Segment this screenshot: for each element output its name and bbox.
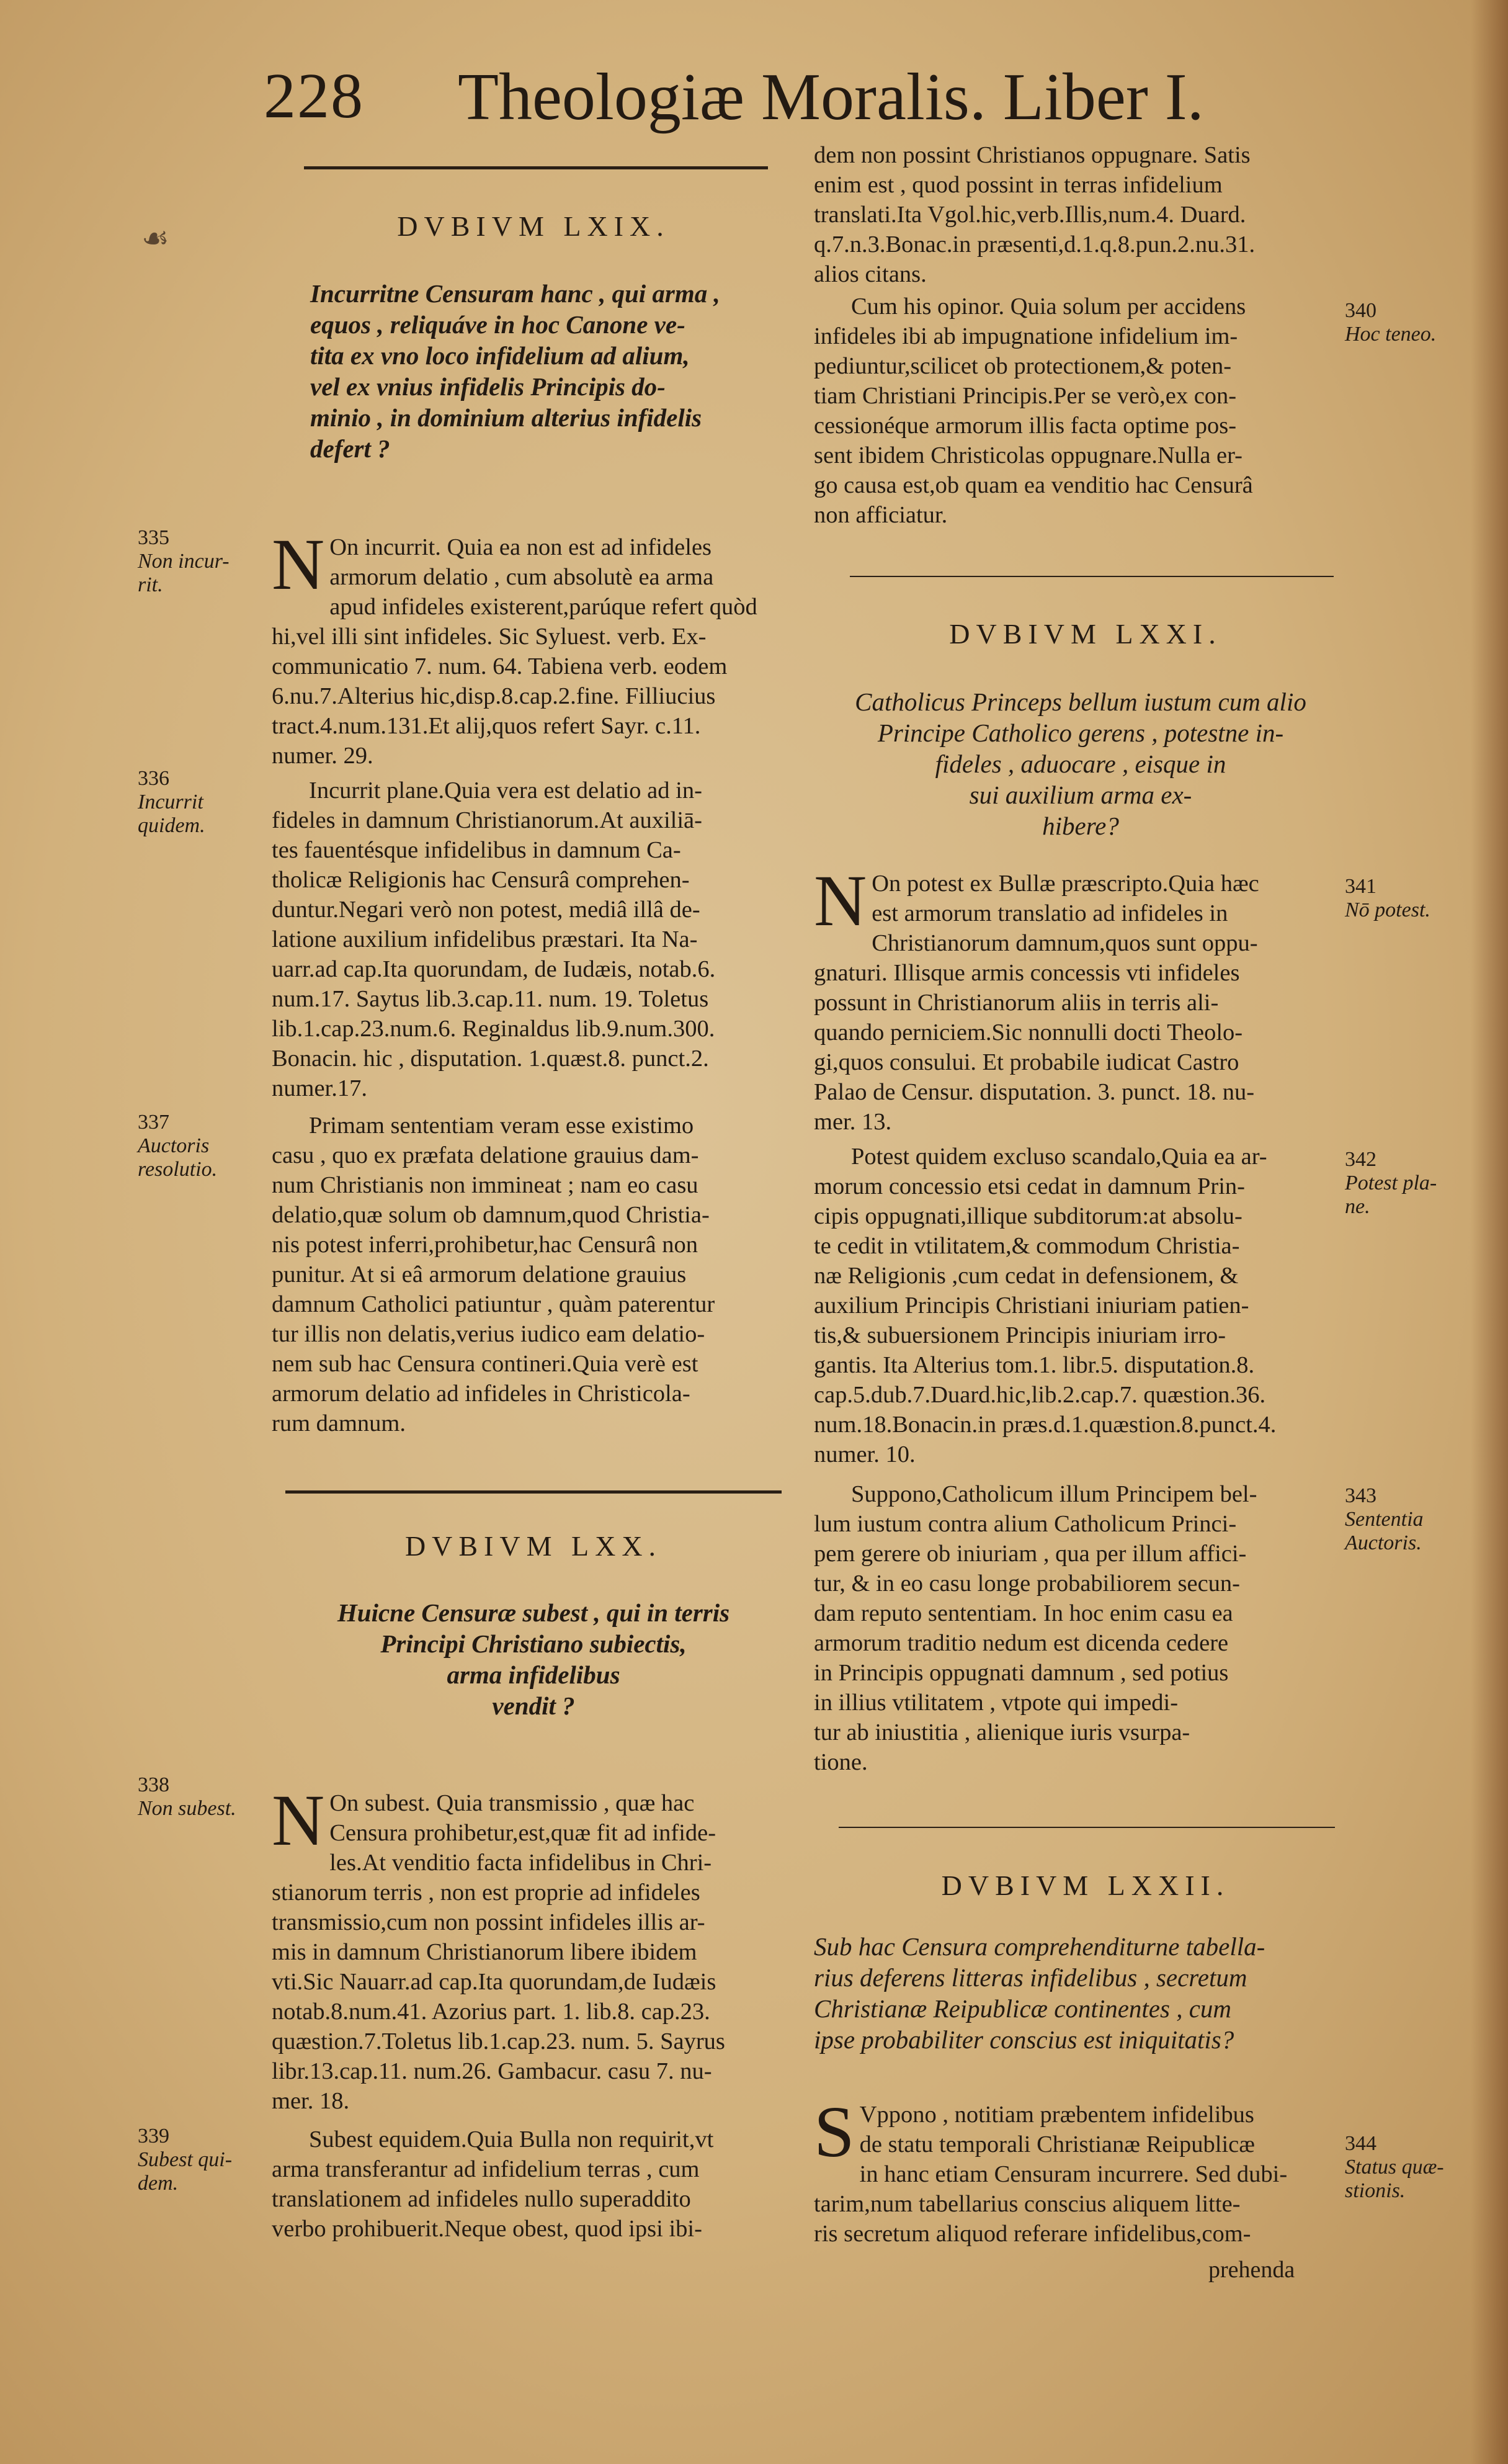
drop-cap: N — [814, 860, 867, 941]
text-line: On subest. Quia transmissio , quæ hac — [329, 1790, 695, 1816]
section-rule — [285, 1490, 782, 1494]
text-line: te cedit in vtilitatem,& commodum Christia- — [814, 1233, 1240, 1259]
text-line: cap.5.dub.7.Duard.hic,lib.2.cap.7. quæstion.36. — [814, 1382, 1266, 1408]
text-line: tur ab iniustitia , alienique iuris vsurpa- — [814, 1719, 1190, 1745]
margin-note-text: Potest pla- — [1345, 1172, 1437, 1194]
margin-note-340 — [1345, 299, 1436, 346]
margin-note-text: Subest qui- — [138, 2148, 233, 2171]
margin-note-number: 338 — [138, 1773, 169, 1796]
margin-note-number: 340 — [1345, 299, 1376, 322]
margin-note-text: resolutio. — [138, 1158, 218, 1181]
margin-note-text: Non subest. — [138, 1797, 236, 1820]
section-rule — [850, 576, 1334, 577]
text-line: nem sub hac Censura contineri.Quia verè est — [272, 1351, 698, 1377]
text-line: translati.Ita Vgol.hic,verb.Illis,num.4. Duard. — [814, 202, 1246, 228]
margin-note-341 — [1345, 875, 1430, 922]
text-line: apud infideles existerent,parúque refert quòd — [329, 594, 757, 620]
text-line: ris secretum aliquod referare infidelibus,com- — [814, 2221, 1251, 2247]
paragraph-339 — [272, 2125, 780, 2244]
text-line: num.18.Bonacin.in præs.d.1.quæstion.8.punct.4. — [814, 1412, 1277, 1438]
dubium-heading: DVBIVM LXXI. — [949, 618, 1222, 650]
margin-note-number: 339 — [138, 2125, 169, 2148]
text-line: de statu temporali Christianæ Reipublicæ — [859, 2131, 1255, 2157]
question-line: hibere? — [1042, 812, 1119, 840]
question-line: arma infidelibus — [447, 1660, 620, 1689]
margin-note-342 — [1345, 1148, 1437, 1219]
text-line: Bonacin. hic , disputation. 1.quæst.8. punct.2. — [272, 1046, 709, 1072]
text-line: Cum his opinor. Quia solum per accidens — [851, 293, 1246, 320]
text-line: tione. — [814, 1749, 868, 1775]
question-line: Principi Christiano subiectis, — [380, 1629, 687, 1658]
text-line: alios citans. — [814, 261, 927, 287]
margin-note-number: 343 — [1345, 1484, 1376, 1507]
margin-note-338 — [138, 1773, 236, 1821]
text-line: morum concessio etsi cedat in damnum Prin- — [814, 1173, 1245, 1199]
text-line: rum damnum. — [272, 1410, 406, 1436]
margin-note-336 — [138, 767, 205, 838]
margin-note-text: stionis. — [1345, 2179, 1406, 2202]
drop-cap: N — [272, 1780, 325, 1861]
margin-note-text: rit. — [138, 573, 163, 596]
question-line: Huicne Censuræ subest , qui in terris — [337, 1598, 730, 1627]
text-line: libr.13.cap.11. num.26. Gambacur. casu 7. nu- — [272, 2058, 712, 2084]
margin-note-text: Nō potest. — [1345, 898, 1430, 921]
question-line: Principe Catholico gerens , potestne in- — [877, 719, 1284, 747]
text-line: num Christianis non immineat ; nam eo casu — [272, 1172, 698, 1198]
text-line: in illius vtilitatem , vtpote qui impedi- — [814, 1690, 1179, 1716]
text-line: mer. 13. — [814, 1109, 892, 1135]
text-line: Christianorum damnum,quos sunt oppu- — [872, 930, 1258, 956]
text-line: 6.nu.7.Alterius hic,disp.8.cap.2.fine. Filliucius — [272, 683, 716, 709]
margin-note-text: Auctoris. — [1345, 1531, 1422, 1554]
drop-cap: N — [272, 524, 325, 605]
text-line: auxilium Principis Christiani iniuriam patien- — [814, 1292, 1249, 1319]
text-line: næ Religionis ,cum cedat in defensionem, & — [814, 1263, 1239, 1289]
paragraph-341 — [814, 860, 1335, 1137]
text-line: tholicæ Religionis hac Censurâ comprehen- — [272, 867, 690, 893]
text-line: numer. 29. — [272, 743, 373, 769]
dubium-question — [814, 1931, 1347, 2055]
question-line: equos , reliquáve in hoc Canone ve- — [310, 310, 685, 339]
text-line: verbo prohibuerit.Neque obest, quod ipsi ibi- — [272, 2216, 702, 2242]
paragraph-340 — [814, 292, 1335, 530]
paragraph-continuation — [814, 140, 1335, 289]
text-line: dem non possint Christianos oppugnare. Satis — [814, 142, 1251, 168]
text-line: est armorum translatio ad infideles in — [872, 900, 1228, 926]
text-line: Palao de Censur. disputation. 3. punct. 18. nu- — [814, 1079, 1255, 1105]
question-line: defert ? — [310, 434, 390, 463]
text-line: armorum delatio ad infideles in Christicola- — [272, 1381, 690, 1407]
text-line: numer.17. — [272, 1075, 367, 1101]
margin-note-number: 342 — [1345, 1148, 1376, 1171]
dubium-heading: DVBIVM LXIX. — [397, 210, 670, 242]
text-line: gi,quos consului. Et probabile iudicat Castro — [814, 1049, 1239, 1075]
text-line: delatio,quæ solum ob damnum,quod Christia- — [272, 1202, 710, 1228]
drop-cap: S — [814, 2091, 855, 2172]
text-line: On incurrit. Quia ea non est ad infideles — [329, 534, 712, 560]
text-line: gantis. Ita Alterius tom.1. libr.5. disputation.8. — [814, 1352, 1255, 1378]
text-line: num.17. Saytus lib.3.cap.11. num. 19. Toletus — [272, 986, 709, 1012]
text-line: notab.8.num.41. Azorius part. 1. lib.8. cap.23. — [272, 1999, 710, 2025]
margin-note-number: 336 — [138, 767, 169, 790]
text-line: latione auxilium infidelibus præstari. Ita Na- — [272, 926, 698, 952]
question-line: minio , in dominium alterius infidelis — [310, 403, 702, 432]
text-line: infideles ibi ab impugnatione infidelium im- — [814, 323, 1238, 349]
text-line: arma transferantur ad infidelium terras , cum — [272, 2156, 700, 2182]
text-line: quæstion.7.Toletus lib.1.cap.23. num. 5. Sayrus — [272, 2028, 725, 2054]
printer-ornament: ☙ — [141, 221, 169, 256]
margin-note-number: 344 — [1345, 2132, 1376, 2155]
section-rule — [839, 1827, 1335, 1828]
text-line: Potest quidem excluso scandalo,Quia ea ar- — [851, 1144, 1267, 1170]
paragraph-344 — [814, 2091, 1335, 2249]
text-line: go causa est,ob quam ea venditio hac Censurâ — [814, 472, 1253, 498]
text-line: tur, & in eo casu longe probabiliorem secun- — [814, 1570, 1240, 1597]
dubium-question — [273, 1597, 794, 1721]
text-line: numer. 10. — [814, 1441, 916, 1467]
paragraph-336 — [272, 776, 780, 1103]
text-line: q.7.n.3.Bonac.in præsenti,d.1.q.8.pun.2.nu.31. — [814, 231, 1256, 258]
text-line: Subest equidem.Quia Bulla non requirit,vt — [309, 2126, 714, 2153]
text-line: stianorum terris , non est proprie ad infideles — [272, 1879, 700, 1906]
paragraph-343 — [814, 1479, 1335, 1777]
text-line: non afficiatur. — [814, 502, 948, 528]
text-line: in Principis oppugnati damnum , sed potius — [814, 1660, 1229, 1686]
margin-note-344 — [1345, 2132, 1444, 2203]
text-line: Incurrit plane.Quia vera est delatio ad in- — [309, 777, 702, 804]
text-line: punitur. At si eâ armorum delatione grauius — [272, 1261, 687, 1288]
margin-note-text: dem. — [138, 2172, 179, 2195]
text-line: tarim,num tabellarius conscius aliquem litte- — [814, 2191, 1241, 2217]
margin-note-number: 337 — [138, 1111, 169, 1134]
paragraph-338 — [272, 1780, 780, 2116]
text-line: communicatio 7. num. 64. Tabiena verb. eodem — [272, 653, 728, 679]
text-line: translationem ad infideles nullo superaddito — [272, 2186, 691, 2212]
margin-note-337 — [138, 1111, 217, 1181]
text-line: Censura prohibetur,est,quæ fit ad infide- — [329, 1820, 716, 1846]
dubium-question — [310, 278, 782, 464]
text-line: in hanc etiam Censuram incurrere. Sed dubi- — [859, 2161, 1288, 2187]
margin-note-text: ne. — [1345, 1195, 1370, 1218]
text-line: casu , quo ex præfata delatione grauius dam- — [272, 1142, 699, 1168]
text-line: duntur.Negari verò non potest, mediâ illâ de- — [272, 897, 700, 923]
margin-note-text: Auctoris — [138, 1134, 210, 1157]
margin-note-text: Sententia — [1345, 1508, 1424, 1531]
question-line: Christianæ Reipublicæ continentes , cum — [814, 1994, 1232, 2023]
margin-note-number: 335 — [138, 526, 169, 549]
margin-note-339 — [138, 2125, 232, 2195]
question-line: tita ex vno loco infidelium ad alium, — [310, 341, 690, 370]
text-line: armorum traditio nedum est dicenda cedere — [814, 1630, 1229, 1656]
text-line: armorum delatio , cum absolutè ea arma — [329, 564, 714, 590]
page-number: 228 — [264, 60, 364, 132]
dubium-question — [814, 686, 1347, 841]
text-line: damnum Catholici patiuntur , quàm paterentur — [272, 1291, 715, 1317]
dubium-heading: DVBIVM LXX. — [404, 1530, 663, 1562]
text-line: Vppono , notitiam præbentem infidelibus — [859, 2102, 1254, 2128]
dubium-heading: DVBIVM LXXII. — [941, 1870, 1230, 1901]
text-line: possunt in Christianorum aliis in terris ali- — [814, 990, 1219, 1016]
question-line: rius deferens litteras infidelibus , secretum — [814, 1963, 1247, 1992]
margin-note-text: quidem. — [138, 814, 205, 837]
paragraph-335 — [272, 524, 780, 771]
text-line: enim est , quod possint in terras infidelium — [814, 172, 1223, 198]
text-line: tur illis non delatis,verius iudico eam delatio- — [272, 1321, 705, 1347]
paragraph-342 — [814, 1142, 1335, 1469]
margin-note-number: 341 — [1345, 875, 1376, 898]
text-line: transmissio,cum non possint infideles illis ar- — [272, 1909, 705, 1935]
question-line: ipse probabiliter conscius est iniquitatis? — [814, 2025, 1234, 2054]
text-line: tract.4.num.131.Et alij,quos refert Sayr. c.11. — [272, 713, 701, 739]
margin-note-text: Hoc teneo. — [1345, 323, 1437, 346]
text-line: hi,vel illi sint infideles. Sic Syluest. verb. Ex- — [272, 624, 707, 650]
text-line: cessionéque armorum illis facta optime pos- — [814, 413, 1237, 439]
text-line: On potest ex Bullæ præscripto.Quia hæc — [872, 871, 1259, 897]
margin-note-335 — [138, 526, 230, 597]
text-line: les.At venditio facta infidelibus in Chri- — [329, 1850, 712, 1876]
text-line: fideles in damnum Christianorum.At auxiliā- — [272, 807, 702, 833]
text-line: gnaturi. Illisque armis concessis vti infideles — [814, 960, 1240, 986]
margin-note-text: Non incur- — [138, 550, 230, 573]
section-rule — [304, 166, 768, 169]
text-line: lum iustum contra alium Catholicum Princi- — [814, 1511, 1237, 1537]
catchword: prehenda — [1208, 2257, 1295, 2283]
question-line: vendit ? — [492, 1691, 575, 1720]
question-line: Catholicus Princeps bellum iustum cum alio — [855, 688, 1306, 716]
margin-note-text: Incurrit — [138, 791, 203, 813]
text-line: mer. 18. — [272, 2088, 350, 2114]
text-line: mis in damnum Christianorum libere ibidem — [272, 1939, 697, 1965]
text-line: dam reputo sententiam. In hoc enim casu ea — [814, 1600, 1233, 1626]
text-line: pediuntur,scilicet ob protectionem,& poten- — [814, 353, 1232, 379]
question-line: Sub hac Censura comprehenditurne tabella- — [814, 1932, 1265, 1961]
text-line: pem gerere ob iniuriam , qua per illum affici- — [814, 1541, 1247, 1567]
text-line: tiam Christiani Principis.Per se verò,ex con- — [814, 383, 1237, 409]
text-line: tis,& subuersionem Principis iniuriam irro- — [814, 1322, 1226, 1348]
text-line: quando perniciem.Sic nonnulli docti Theolo- — [814, 1019, 1243, 1046]
question-line: sui auxilium arma ex- — [969, 781, 1192, 809]
text-line: sent ibidem Christicolas oppugnare.Nulla er- — [814, 442, 1243, 468]
text-line: tes fauentésque infidelibus in damnum Ca- — [272, 837, 681, 863]
question-line: vel ex vnius infidelis Principis do- — [310, 372, 666, 401]
text-line: vti.Sic Nauarr.ad cap.Ita quorundam,de Iudæis — [272, 1969, 716, 1995]
question-line: Incurritne Censuram hanc , qui arma , — [310, 279, 720, 308]
text-line: lib.1.cap.23.num.6. Reginaldus lib.9.num.300. — [272, 1016, 715, 1042]
running-title: Theologiæ Moralis. Liber I. — [458, 60, 1204, 134]
text-line: Suppono,Catholicum illum Principem bel- — [851, 1481, 1257, 1507]
margin-note-text: Status quæ- — [1345, 2156, 1444, 2179]
text-line: cipis oppugnati,illique subditorum:at absolu- — [814, 1203, 1243, 1229]
paragraph-337 — [272, 1111, 780, 1438]
margin-note-343 — [1345, 1484, 1424, 1555]
question-line: fideles , aduocare , eisque in — [935, 750, 1226, 778]
text-line: nis potest inferri,prohibetur,hac Censurâ non — [272, 1232, 698, 1258]
text-line: uarr.ad cap.Ita quorundam, de Iudæis, notab.6. — [272, 956, 716, 982]
text-line: Primam sententiam veram esse existimo — [309, 1113, 694, 1139]
